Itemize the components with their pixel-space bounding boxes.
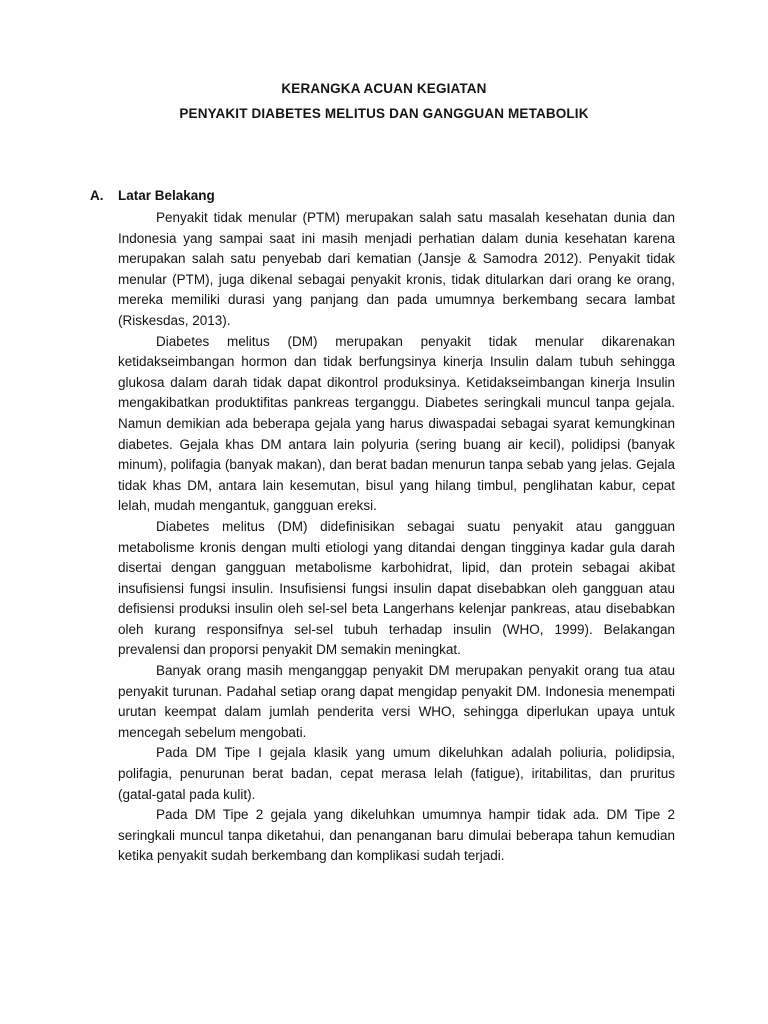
paragraph: Diabetes melitus (DM) merupakan penyakit tidak menular dikarenakan ketidakseimbangan hormon dan tidak berfungsinya kinerja Insulin dalam tubuh sehingga glukosa dalam darah tidak dapat dikontrol produksinya. Ketidakseimbangan kinerja Insulin mengakibatkan produktifitas pankreas terganggu. Diabetes seringkali muncul tanpa gejala. Namun demikian ada beberapa gejala yang harus diwaspadai sebagai syarat kemungkinan diabetes. Gejala khas DM antara lain polyuria (sering buang air kecil), polidipsi (banyak minum), polifagia (banyak makan), dan berat badan menurun tanpa sebab yang jelas. Gejala tidak khas DM, antara lain kesemutan, bisul yang hilang timbul, penglihatan kabur, cepat lelah, mudah mengantuk, gangguan ereksi. — [118, 333, 675, 514]
paragraph: Banyak orang masih menganggap penyakit DM merupakan penyakit orang tua atau penyakit turunan. Padahal setiap orang dapat mengidap penyakit DM. Indonesia menempati urutan keempat dalam jumlah penderita versi WHO, sehingga diperlukan upaya untuk mencegah sebelum mengobati. — [118, 663, 675, 740]
section-heading — [90, 188, 215, 203]
section-title: Latar Belakang — [118, 188, 215, 203]
section-body — [118, 208, 675, 867]
paragraph: Pada DM Tipe 2 gejala yang dikeluhkan umumnya hampir tidak ada. DM Tipe 2 seringkali muncul tanpa diketahui, dan penanganan baru dimulai beberapa tahun kemudian ketika penyakit sudah berkembang dan komplikasi sudah terjadi. — [118, 807, 675, 864]
paragraph: Penyakit tidak menular (PTM) merupakan salah satu masalah kesehatan dunia dan Indonesia yang sampai saat ini masih menjadi perhatian dalam dunia kesehatan karena merupakan salah satu penyebab dari kematian (Jansje & Samodra 2012). Penyakit tidak menular (PTM), juga dikenal sebagai penyakit kronis, tidak ditularkan dari orang ke orang, mereka memiliki durasi yang panjang dan pada umumnya berkembang secara lambat (Riskesdas, 2013). — [118, 210, 675, 328]
document-subtitle: PENYAKIT DIABETES MELITUS DAN GANGGUAN METABOLIK — [179, 106, 589, 121]
document-title: KERANGKA ACUAN KEGIATAN — [281, 81, 487, 96]
section-letter: A. — [90, 188, 104, 203]
paragraph: Pada DM Tipe I gejala klasik yang umum dikeluhkan adalah poliuria, polidipsia, polifagia, penurunan berat badan, cepat merasa lelah (fatigue), iritabilitas, dan pruritus (gatal-gatal pada kulit). — [118, 745, 675, 802]
paragraph: Diabetes melitus (DM) didefinisikan sebagai suatu penyakit atau gangguan metabolisme kronis dengan multi etiologi yang ditandai dengan tingginya kadar gula darah disertai dengan gangguan metabolisme karbohidrat, lipid, dan protein sebagai akibat insufisiensi fungsi insulin. Insufisiensi fungsi insulin dapat disebabkan oleh gangguan atau defisiensi produksi insulin oleh sel-sel beta Langerhans kelenjar pankreas, atau disebabkan oleh kurang responsifnya sel-sel tubuh terhadap insulin (WHO, 1999). Belakangan prevalensi dan proporsi penyakit DM semakin meningkat. — [118, 518, 675, 658]
